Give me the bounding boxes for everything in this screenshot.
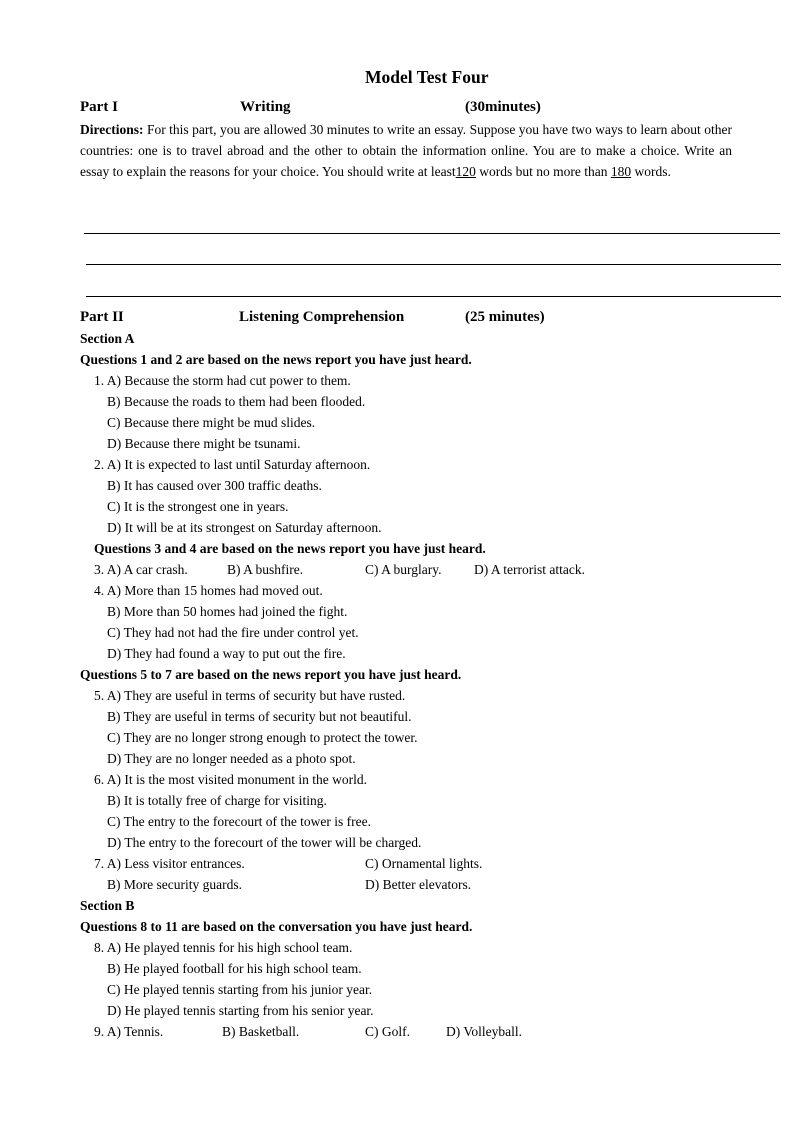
q1-option-a: 1. A) Because the storm had cut power to them.: [94, 373, 351, 388]
part2-time: (25 minutes): [465, 309, 545, 325]
q3-option-d: D) A terrorist attack.: [474, 562, 585, 577]
q2-option-c: C) It is the strongest one in years.: [107, 499, 289, 514]
q2-option-d: D) It will be at its strongest on Saturday afternoon.: [107, 520, 382, 535]
q4-option-d: D) They had found a way to put out the fire.: [107, 646, 346, 661]
directions-text-b: words but no more than: [475, 164, 611, 179]
writing-line-1[interactable]: [84, 233, 780, 234]
question-group-heading: Questions 1 and 2 are based on the news report you have just heard.: [80, 352, 472, 367]
writing-line-3[interactable]: [86, 296, 781, 297]
directions-text-c: words.: [631, 164, 671, 179]
q7-option-b: B) More security guards.: [107, 877, 242, 892]
question-group-heading: Questions 8 to 11 are based on the conversation you have just heard.: [80, 919, 473, 934]
q7-option-a: 7. A) Less visitor entrances.: [94, 856, 245, 871]
part1-time: (30minutes): [465, 99, 541, 115]
writing-line-2[interactable]: [86, 264, 781, 265]
min-words: 120: [455, 164, 476, 179]
q7-option-d: D) Better elevators.: [365, 877, 472, 892]
q2-option-b: B) It has caused over 300 traffic deaths.: [107, 478, 322, 493]
q8-option-c: C) He played tennis starting from his junior year.: [107, 982, 373, 997]
directions-text-a: For this part, you are allowed 30 minutes to write an essay. Suppose you have two ways to learn about other countries: one is to travel abroad and the other to obtain the information online. You are to make a choice. Write an essay to explain the reasons for your choice. You should write at least: [80, 122, 732, 179]
q1-option-d: D) Because there might be tsunami.: [107, 436, 301, 451]
q8-option-d: D) He played tennis starting from his senior year.: [107, 1003, 374, 1018]
q1-option-c: C) Because there might be mud slides.: [107, 415, 316, 430]
q5-option-c: C) They are no longer strong enough to protect the tower.: [107, 730, 418, 745]
directions-label: Directions:: [80, 122, 144, 137]
q3-option-b: B) A bushfire.: [227, 562, 304, 577]
q7-option-c: C) Ornamental lights.: [365, 856, 483, 871]
part2-label: Part II: [80, 309, 124, 325]
q2-option-a: 2. A) It is expected to last until Saturday afternoon.: [94, 457, 371, 472]
q5-option-d: D) They are no longer needed as a photo spot.: [107, 751, 356, 766]
q9-option-b: B) Basketball.: [222, 1024, 300, 1039]
q6-option-c: C) The entry to the forecourt of the tower is free.: [107, 814, 372, 829]
q6-option-a: 6. A) It is the most visited monument in the world.: [94, 772, 367, 787]
q6-option-b: B) It is totally free of charge for visiting.: [107, 793, 327, 808]
q5-option-a: 5. A) They are useful in terms of security but have rusted.: [94, 688, 406, 703]
q6-option-d: D) The entry to the forecourt of the tower will be charged.: [107, 835, 422, 850]
q1-option-b: B) Because the roads to them had been flooded.: [107, 394, 366, 409]
section-a-heading: Section A: [80, 331, 135, 346]
section-b-heading: Section B: [80, 898, 135, 913]
part2-name: Listening Comprehension: [239, 309, 405, 325]
question-group-heading: Questions 5 to 7 are based on the news report you have just heard.: [80, 667, 462, 682]
part1-name: Writing: [240, 99, 291, 115]
q3-option-c: C) A burglary.: [365, 562, 442, 577]
directions-paragraph: [80, 119, 732, 182]
q9-option-c: C) Golf.: [365, 1024, 410, 1039]
q5-option-b: B) They are useful in terms of security but not beautiful.: [107, 709, 412, 724]
max-words: 180: [610, 164, 632, 179]
q8-option-b: B) He played football for his high school team.: [107, 961, 362, 976]
q9-option-d: D) Volleyball.: [446, 1024, 522, 1039]
q4-option-b: B) More than 50 homes had joined the fight.: [107, 604, 348, 619]
q4-option-c: C) They had not had the fire under control yet.: [107, 625, 359, 640]
q8-option-a: 8. A) He played tennis for his high school team.: [94, 940, 353, 955]
page-title: Model Test Four: [365, 67, 489, 87]
question-group-heading: Questions 3 and 4 are based on the news report you have just heard.: [94, 541, 486, 556]
q9-option-a: 9. A) Tennis.: [94, 1024, 164, 1039]
part1-label: Part I: [80, 99, 118, 115]
q3-option-a: 3. A) A car crash.: [94, 562, 188, 577]
q4-option-a: 4. A) More than 15 homes had moved out.: [94, 583, 323, 598]
